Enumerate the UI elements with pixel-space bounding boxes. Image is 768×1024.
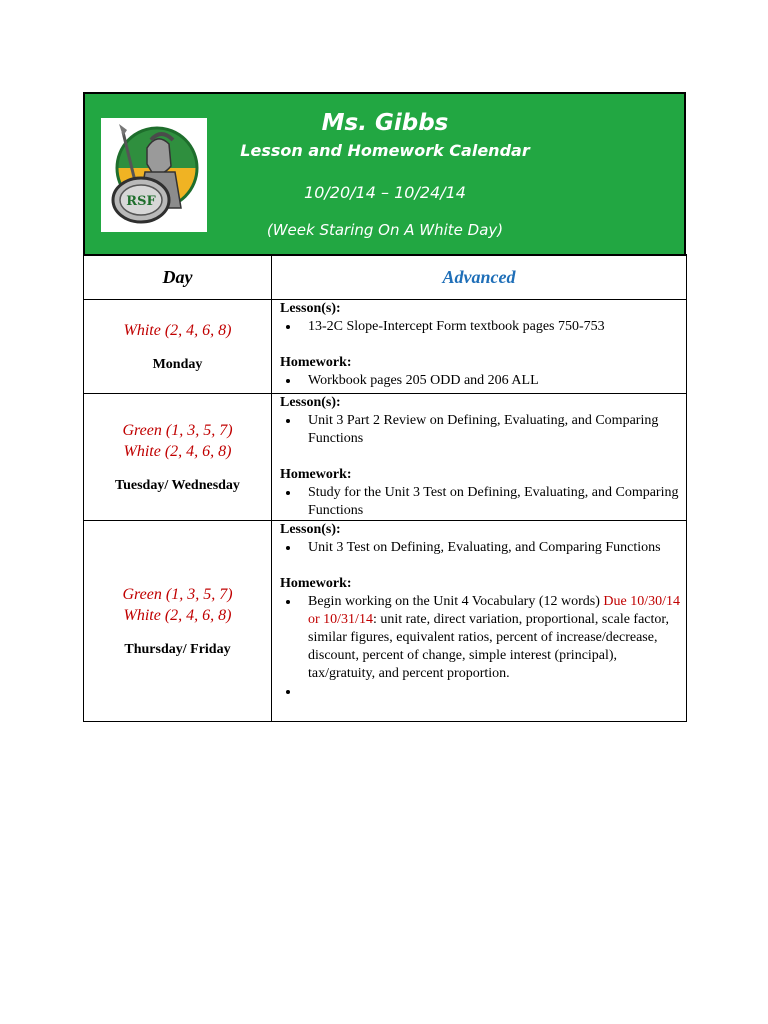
homework-text: Begin working on the Unit 4 Vocabulary (12 words) <box>308 594 604 609</box>
header-day: Day <box>84 255 272 300</box>
table-row <box>84 300 687 394</box>
assignment-cell <box>272 300 687 394</box>
due-date: Due 10/30/14 or 10/31/14 <box>308 594 680 627</box>
weekday: Thursday/ Friday <box>124 642 231 657</box>
day-rotation: White (2, 4, 6, 8) <box>123 322 232 339</box>
week-note: (Week Staring On A White Day) <box>266 221 504 239</box>
lesson-item: • 13-2C Slope-Intercept Form textbook pages 750-753 <box>300 318 680 336</box>
table-row <box>84 521 687 722</box>
teacher-name: Ms. Gibbs <box>321 110 449 136</box>
homework-label: Homework: <box>280 355 352 370</box>
spartan-logo <box>101 118 207 232</box>
day-rotation: White (2, 4, 6, 8) <box>123 443 232 460</box>
lesson-calendar-table <box>83 254 687 722</box>
lesson-label: Lesson(s): <box>280 301 341 316</box>
day-cell <box>84 521 272 722</box>
header-advanced: Advanced <box>272 255 687 300</box>
date-range: 10/20/14 – 10/24/14 <box>304 183 466 202</box>
homework-vocab-list: : unit rate, direct variation, proportional, scale factor, similar figures, equivalent ratios, percent of increase/decrease, discount, percent of change, simple interest (principal), tax/gratuity, and percent proportion. <box>308 612 669 681</box>
table-row <box>84 394 687 521</box>
header-banner <box>83 92 686 256</box>
weekday: Monday <box>152 357 203 372</box>
homework-item: • Study for the Unit 3 Test on Defining, Evaluating, and Comparing Functions <box>300 484 680 520</box>
logo-text: RSF <box>126 194 156 209</box>
assignment-cell <box>272 394 687 521</box>
lesson-item: • Unit 3 Test on Defining, Evaluating, and Comparing Functions <box>300 539 680 557</box>
day-cell <box>84 394 272 521</box>
lesson-label: Lesson(s): <box>280 522 341 537</box>
lesson-label: Lesson(s): <box>280 395 341 410</box>
day-rotation: Green (1, 3, 5, 7) <box>122 586 233 603</box>
homework-label: Homework: <box>280 576 352 591</box>
day-cell <box>84 300 272 394</box>
table-header-row <box>84 255 687 300</box>
assignment-cell <box>272 521 687 722</box>
homework-item <box>300 593 680 683</box>
day-rotation: Green (1, 3, 5, 7) <box>122 422 233 439</box>
homework-item-empty <box>300 683 680 701</box>
weekday: Tuesday/ Wednesday <box>115 478 240 493</box>
homework-item: • Workbook pages 205 ODD and 206 ALL <box>300 372 680 390</box>
lesson-item: • Unit 3 Part 2 Review on Defining, Evaluating, and Comparing Functions <box>300 412 680 448</box>
day-rotation: White (2, 4, 6, 8) <box>123 607 232 624</box>
calendar-title: Lesson and Homework Calendar <box>240 141 530 160</box>
homework-label: Homework: <box>280 467 352 482</box>
